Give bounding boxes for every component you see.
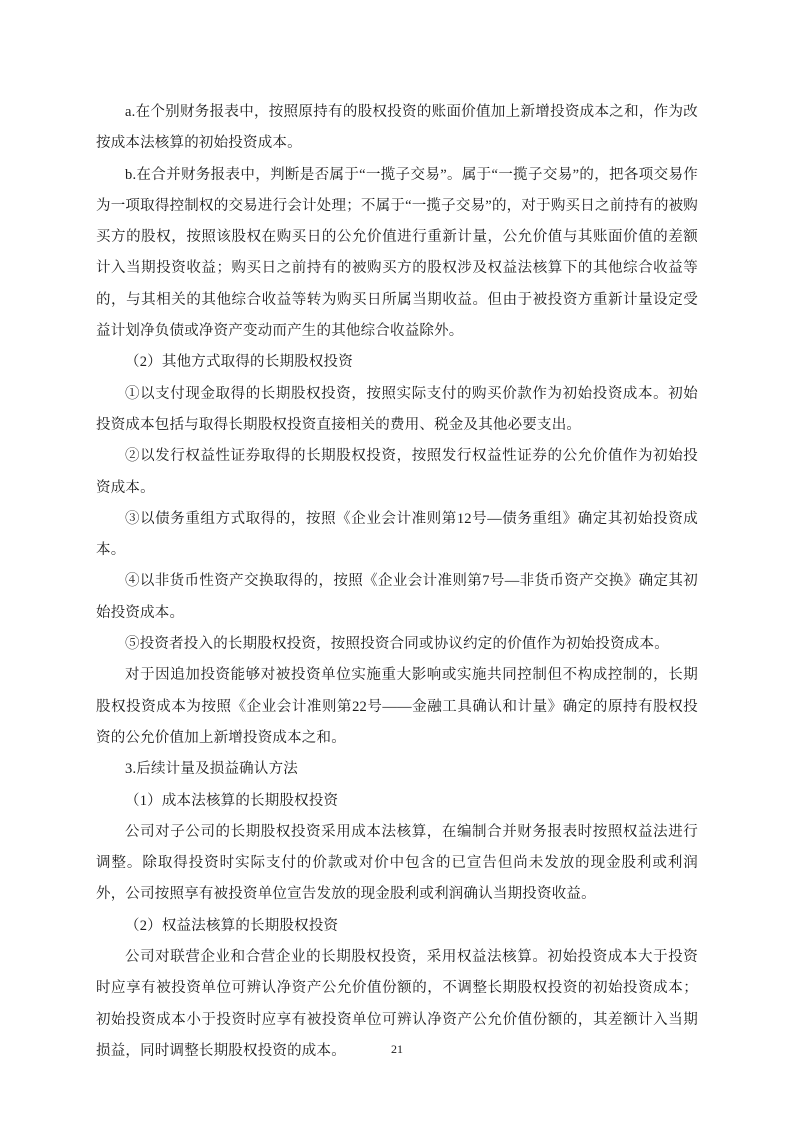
paragraph-additional-investment: 对于因追加投资能够对被投资单位实施重大影响或实施共同控制但不构成控制的，长期股权投资成本为按照《企业会计准则第22号——金融工具确认和计量》确定的原持有股权投资的公允价值加上新增投资成本之和。 bbox=[96, 667, 698, 746]
paragraph-b-consolidated-statements: b.在合并财务报表中，判断是否属于“一揽子交易”。属于“一揽子交易”的，把各项交易作为一项取得控制权的交易进行会计处理；不属于“一揽子交易”的，对于购买日之前持有的被购买方的股权，按照该股权在购买日的公允价值进行重新计量，公允价值与其账面价值的差额计入当期投资收益；购买日之前持有的被购买方的股权涉及权益法核算下的其他综合收益等的，与其相关的其他综合收益等转为购买日所属当期收益。但由于被投资方重新计量设定受益计划净负债或净资产变动而产生的其他综合收益除外。 bbox=[96, 166, 698, 340]
paragraph-debt-restructuring-acquisition: ③以债务重组方式取得的，按照《企业会计准则第12号—债务重组》确定其初始投资成本。 bbox=[96, 510, 698, 559]
paragraph-cost-method-detail: 公司对子公司的长期股权投资采用成本法核算，在编制合并财务报表时按照权益法进行调整。除取得投资时实际支付的价款或对价中包含的已宣告但尚未发放的现金股利或利润外，公司按照享有被投资单位宣告发放的现金股利或利润确认当期投资收益。 bbox=[96, 823, 698, 903]
paragraph-nonmonetary-exchange-acquisition: ④以非货币性资产交换取得的，按照《企业会计准则第7号—非货币资产交换》确定其初始投资成本。 bbox=[96, 573, 698, 621]
paragraph-investor-contribution: ⑤投资者投入的长期股权投资，按照投资合同或协议约定的价值作为初始投资成本。 bbox=[125, 636, 669, 653]
heading-equity-method: （2）权益法核算的长期股权投资 bbox=[125, 917, 339, 934]
heading-other-acquisition-methods: （2）其他方式取得的长期股权投资 bbox=[125, 354, 353, 371]
paragraph-equity-securities-acquisition: ②以发行权益性证券取得的长期股权投资，按照发行权益性证券的公允价值作为初始投资成本。 bbox=[96, 448, 698, 496]
paragraph-cash-acquisition: ①以支付现金取得的长期股权投资，按照实际支付的购买价款作为初始投资成本。初始投资成本包括与取得长期股权投资直接相关的费用、税金及其他必要支出。 bbox=[96, 385, 698, 433]
heading-cost-method: （1）成本法核算的长期股权投资 bbox=[125, 792, 339, 809]
paragraph-equity-method-detail: 公司对联营企业和合营企业的长期股权投资，采用权益法核算。初始投资成本大于投资时应享有被投资单位可辨认净资产公允价值份额的，不调整长期股权投资的初始投资成本；初始投资成本小于投资时应享有被投资单位可辨认净资产公允价值份额的，其差额计入当期损益，同时调整长期股权投资的成本。 bbox=[96, 949, 698, 1059]
page-footer bbox=[0, 1040, 794, 1058]
paragraph-a-separate-statements: a.在个别财务报表中，按照原持有的股权投资的账面价值加上新增投资成本之和，作为改按成本法核算的初始投资成本。 bbox=[96, 104, 698, 152]
page-number: 21 bbox=[391, 1042, 403, 1056]
heading-subsequent-measurement: 3.后续计量及损益确认方法 bbox=[125, 761, 298, 778]
document-body bbox=[96, 97, 698, 1067]
